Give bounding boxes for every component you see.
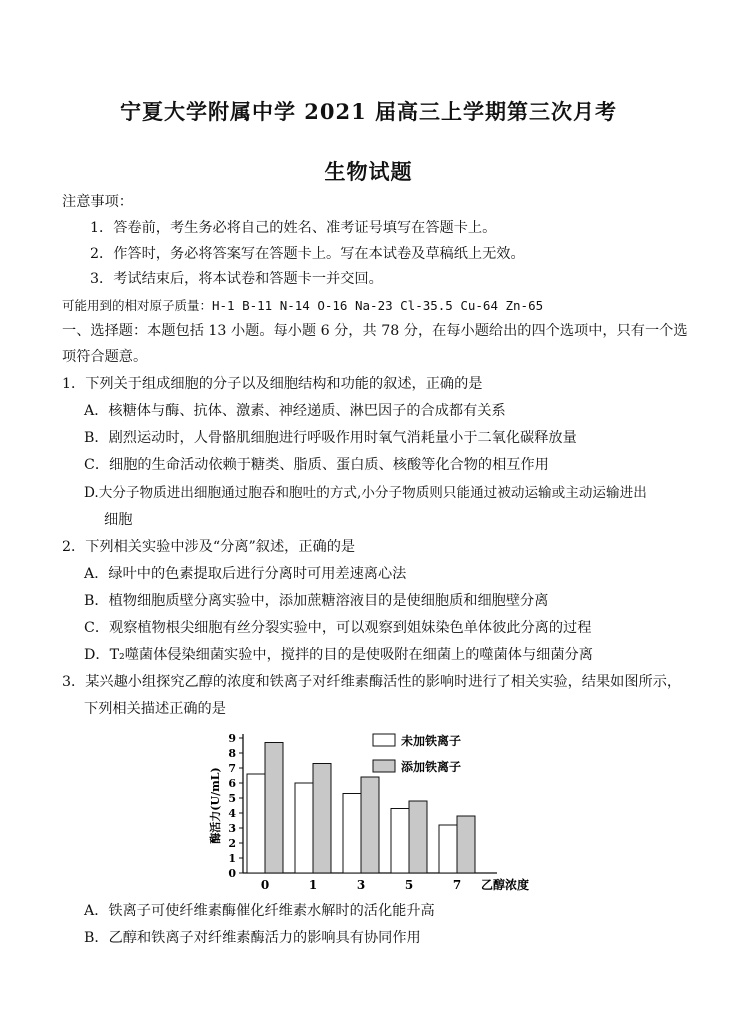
x-tick-label: 1 [308, 878, 318, 892]
exam-subtitle: 生物试题 [324, 159, 413, 184]
q3-option-a: A．铁离子可使纤维素酶催化纤维素水解时的活化能升高 [84, 903, 435, 919]
legend-label: 未加铁离子 [401, 734, 462, 748]
q1-option-c: C．细胞的生命活动依赖于糖类、脂质、蛋白质、核酸等化合物的相互作用 [84, 457, 549, 473]
x-tick-label: 7 [452, 878, 462, 892]
bar-with-iron [265, 743, 283, 874]
y-tick-label: 5 [228, 792, 236, 805]
q1-option-a: A．核糖体与酶、抗体、激素、神经递质、淋巴因子的合成都有关系 [84, 403, 506, 419]
y-tick-label: 3 [228, 822, 236, 835]
bar-with-iron [409, 801, 427, 873]
enzyme-activity-chart [205, 728, 535, 893]
notes-heading: 注意事项： [62, 194, 133, 210]
x-tick-label: 0 [260, 878, 270, 892]
legend-swatch [373, 734, 395, 746]
bar-no-iron [439, 825, 457, 873]
legend-label: 添加铁离子 [401, 760, 462, 774]
bar-no-iron [343, 794, 361, 874]
x-tick-label: 3 [356, 878, 366, 892]
y-tick-label: 6 [228, 777, 236, 790]
bar-no-iron [391, 809, 409, 874]
y-tick-label: 9 [228, 732, 236, 745]
q2-option-b: B．植物细胞质壁分离实验中，添加蔗糖溶液目的是使细胞质和细胞壁分离 [84, 593, 549, 609]
note-item-2: 2．作答时，务必将答案写在答题卡上。写在本试卷及草稿纸上无效。 [90, 246, 525, 262]
bar-no-iron [247, 774, 265, 873]
exam-title: 宁夏大学附属中学 2021 届高三上学期第三次月考 [119, 99, 618, 124]
q2-option-a: A．绿叶中的色素提取后进行分离时可用差速离心法 [84, 566, 407, 582]
y-axis-label: 酶活力(U/mL) [209, 767, 222, 844]
q2-option-d: D．T₂噬菌体侵染细菌实验中，搅拌的目的是使吸附在细菌上的噬菌体与细菌分离 [84, 647, 593, 663]
legend-swatch [373, 760, 395, 772]
y-tick-label: 8 [228, 747, 236, 760]
y-tick-label: 4 [228, 807, 236, 820]
x-axis-label: 乙醇浓度 [481, 878, 530, 892]
bar-with-iron [457, 816, 475, 873]
q2-option-c: C．观察植物根尖细胞有丝分裂实验中，可以观察到姐妹染色单体彼此分离的过程 [84, 620, 592, 636]
bar-no-iron [295, 783, 313, 873]
y-tick-label: 1 [228, 852, 236, 865]
x-tick-label: 5 [404, 878, 414, 892]
q1-stem: 1．下列关于组成细胞的分子以及细胞结构和功能的叙述，正确的是 [62, 376, 483, 392]
section-header-line1: 一、选择题：本题包括 13 小题。每小题 6 分，共 78 分，在每小题给出的四个选项中，只有一个选 [62, 323, 688, 339]
note-item-3: 3．考试结束后，将本试卷和答题卡一并交回。 [90, 271, 383, 287]
atomic-masses: 可能用到的相对原子质量：H-1 B-11 N-14 O-16 Na-23 Cl-35.5 Cu-64 Zn-65 [62, 298, 544, 313]
q3-option-b: B．乙醇和铁离子对纤维素酶活力的影响具有协同作用 [84, 930, 421, 946]
q1-option-d-line2: 细胞 [104, 512, 133, 528]
q1-option-b: B．剧烈运动时，人骨骼肌细胞进行呼吸作用时氧气消耗量小于二氧化碳释放量 [84, 430, 577, 446]
section-header-line2: 项符合题意。 [62, 349, 148, 365]
q1-option-d-line1: D.大分子物质进出细胞通过胞吞和胞吐的方式,小分子物质则只能通过被动运输或主动运输进出 [84, 485, 647, 501]
note-item-1: 1．答卷前，考生务必将自己的姓名、准考证号填写在答题卡上。 [90, 220, 497, 236]
y-tick-label: 0 [228, 867, 236, 880]
q3-stem-line1: 3．某兴趣小组探究乙醇的浓度和铁离子对纤维素酶活性的影响时进行了相关实验，结果如图所示， [62, 674, 682, 690]
q3-stem-line2: 下列相关描述正确的是 [84, 701, 226, 717]
bar-with-iron [361, 777, 379, 873]
q2-stem: 2．下列相关实验中涉及“分离”叙述，正确的是 [62, 539, 356, 555]
y-tick-label: 2 [228, 837, 236, 850]
bar-with-iron [313, 764, 331, 874]
y-tick-label: 7 [228, 762, 236, 775]
